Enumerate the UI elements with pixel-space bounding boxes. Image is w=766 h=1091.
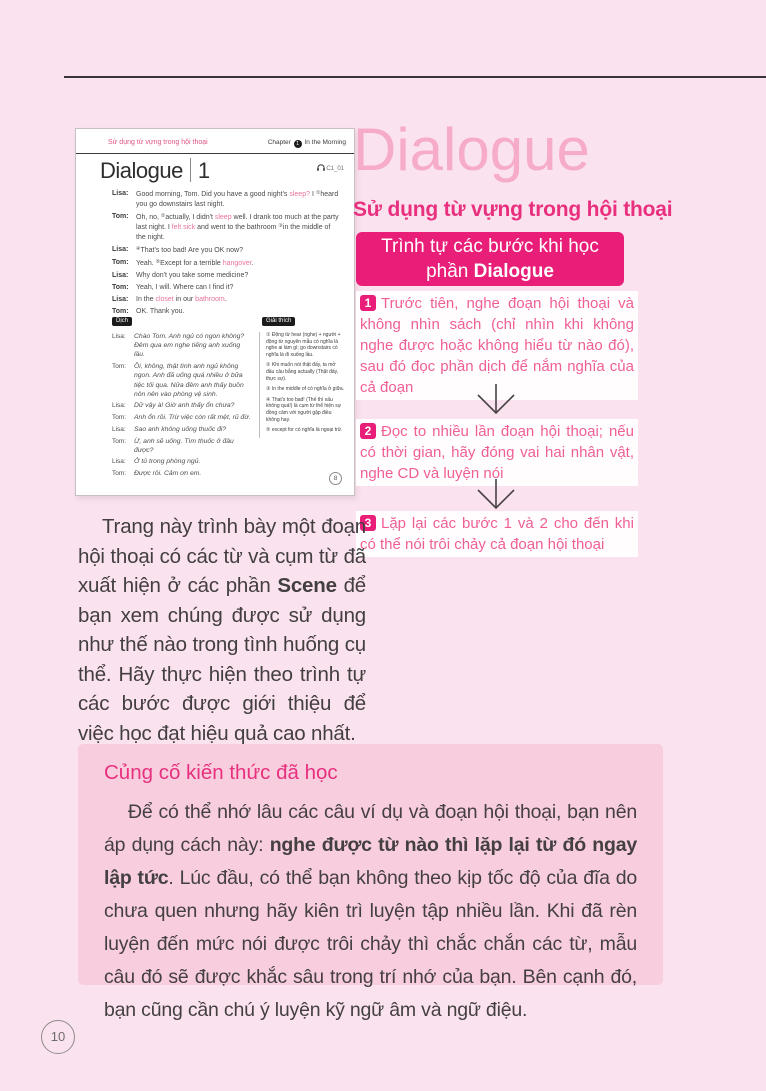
text-segment: OK. Thank you.	[136, 307, 185, 315]
dialogue-list	[112, 189, 342, 319]
thumb-title-word: Dialogue	[100, 158, 183, 183]
speaker-name: Tom:	[112, 283, 129, 291]
speaker-name: Tom:	[112, 258, 129, 266]
speaker-name: Lisa:	[112, 271, 129, 279]
text-segment: Oh, no,	[136, 213, 161, 221]
review-box	[78, 744, 663, 1021]
speech-row	[112, 437, 252, 455]
speech-text	[136, 245, 243, 256]
speech-text: Được rồi. Cảm ơn em.	[134, 470, 202, 478]
text-segment: ②	[160, 212, 166, 219]
text-segment: Dialogue	[473, 261, 554, 282]
speech-row	[112, 212, 342, 243]
thumb-dialogue-title	[100, 158, 210, 184]
text-segment: Để có thể nhớ lâu các câu ví dụ và đoạn hội thoại, bạn nên áp dụng cách này:	[104, 801, 637, 856]
text-segment: in our	[173, 295, 196, 303]
note-item: ② Khi muốn nói thật đấy, ta mở đầu câu bằng actually (Thật đấy, thực sự).	[266, 362, 339, 382]
speech-text: Ở tủ trong phòng ngủ.	[134, 458, 201, 466]
text-segment: Yeah, I will. Where can I find it?	[136, 283, 234, 291]
section-subtitle: Sử dụng từ vựng trong hội thoại	[353, 198, 673, 221]
speaker-name: Tom:	[112, 437, 127, 445]
speaker-name: Tom:	[112, 307, 129, 315]
speech-row	[112, 457, 252, 466]
speaker-name: Tom:	[112, 414, 127, 422]
text-segment: nghe được từ nào thì lặp lại từ đó ngay lập tức	[104, 834, 637, 889]
speech-text: Dữ vậy à! Giờ anh thấy ổn chưa?	[134, 402, 235, 410]
speaker-name: Lisa:	[112, 190, 129, 197]
speech-text: Anh ổn rồi. Trừ việc còn rất mệt, rũ đừ.	[134, 414, 251, 422]
speech-row	[112, 401, 252, 410]
step-3-block	[356, 511, 638, 557]
speech-text	[136, 295, 227, 305]
step-2-block	[356, 419, 638, 486]
translation-label: Dịch	[112, 317, 132, 326]
text-segment: actually, I didn't	[165, 213, 215, 221]
title-divider-bar	[190, 158, 191, 182]
speech-row	[112, 271, 342, 281]
step-1-text: Trước tiên, nghe đoạn hội thoại và không nhìn sách (chỉ nhìn khi không nghe được hoặc không hiểu từ nào đó), sau đó đọc phần dịch để nắm nghĩa của cả đoạn	[360, 295, 634, 396]
top-divider-rule	[64, 76, 766, 78]
text-segment: .	[224, 295, 227, 303]
speaker-name: Lisa:	[112, 425, 126, 433]
speech-text	[136, 258, 254, 269]
speech-text: Sao anh không uống thuốc đi?	[134, 425, 227, 433]
step-2-badge: 2	[360, 423, 376, 439]
speaker-name: Lisa:	[112, 245, 129, 253]
text-segment: and went to the bathroom	[195, 224, 279, 231]
speech-text	[136, 212, 342, 243]
speech-text	[136, 283, 233, 293]
text-segment: sleep	[214, 213, 232, 221]
speaker-name: Tom:	[112, 470, 127, 478]
speaker-name: Lisa:	[112, 333, 126, 340]
text-segment: hangover	[222, 259, 252, 267]
speech-text: Ồi, không, thật tình anh ngủ không ngon. Anh đã uống quá nhiều ở bữa tiệc tối qua. Nửa đêm anh thấy buồn nôn nên vào phòng vệ sinh.	[134, 363, 244, 398]
text-segment: phần	[426, 261, 474, 282]
chapter-number-badge: 1	[294, 140, 302, 148]
text-segment: closet	[155, 295, 174, 303]
text-segment: bathroom	[195, 295, 225, 303]
speaker-name: Lisa:	[112, 458, 126, 466]
speech-row	[112, 189, 342, 209]
speech-text	[136, 189, 342, 209]
step-1-badge: 1	[360, 295, 376, 311]
note-item: ⑤ except for có nghĩa là ngoại trừ.	[266, 427, 343, 434]
text-segment: Why don't you take some medicine?	[136, 271, 249, 279]
speech-row	[112, 332, 252, 360]
text-segment: In the	[136, 295, 156, 303]
speech-row	[112, 469, 252, 478]
text-segment: well. I drank too much at the party last night. I	[136, 213, 339, 231]
speech-text: Ừ, anh sẽ uống. Tìm thuốc ở đâu được?	[134, 437, 234, 454]
speech-row	[112, 425, 252, 434]
steps-header-box	[356, 232, 624, 286]
speech-row	[112, 413, 252, 422]
down-arrow-icon	[473, 477, 519, 511]
text-segment: ④	[136, 245, 141, 252]
speech-row	[112, 362, 252, 399]
thumb-header-rule	[76, 153, 354, 154]
text-segment: sleep?	[289, 191, 310, 198]
text-segment: Yeah.	[136, 259, 156, 267]
thumb-chapter-title: In the Morning	[304, 139, 346, 146]
text-segment: heard you go downstairs last night.	[136, 191, 339, 208]
thumb-chapter-word: Chapter	[267, 139, 291, 146]
text-segment: felt sick	[171, 224, 196, 231]
speech-text: Chào Tom. Anh ngủ có ngon không? Đêm qua em nghe tiếng anh xuống lầu.	[134, 333, 245, 359]
text-segment: Trang này trình bày một đoạn hội thoại có các từ và cụm từ đã xuất hiện ở các phần	[78, 515, 366, 597]
thumb-chapter-header	[268, 139, 346, 148]
text-segment: ③	[278, 223, 283, 229]
headphones-icon	[317, 164, 325, 171]
speech-text	[136, 271, 248, 281]
speech-row	[112, 258, 342, 269]
speaker-name: Lisa:	[112, 402, 126, 410]
speech-row	[112, 295, 342, 305]
review-box-title: Củng cố kiến thức đã học	[104, 761, 338, 784]
down-arrow-icon	[473, 382, 519, 416]
text-segment: ①	[315, 190, 321, 196]
page-number: 10	[41, 1020, 75, 1054]
notes-label: Giải thích	[262, 317, 295, 326]
thumb-running-header: Sử dụng từ vựng trong hội thoại	[108, 139, 208, 146]
thumb-page-number: 8	[329, 472, 342, 485]
section-big-title: Dialogue	[353, 116, 590, 183]
note-item: ④ That's too bad! (Thế thì xấu không quá!) là cụm từ thể hiện sự đồng cảm với người gặp điều không hay.	[266, 396, 342, 423]
thumb-title-number: 1	[197, 158, 210, 183]
text-segment: I	[310, 191, 316, 198]
text-segment: để bạn xem chúng được sử dụng như thế nào trong tình huống cụ thể. Hãy thực hiện theo trình tự các bước được giới thiệu để việc học đạt hiệu quả cao nhất.	[78, 574, 367, 745]
text-segment: Good morning, Tom. Did you have a good night's	[136, 191, 290, 198]
note-item: ③ In the middle of có nghĩa ở giữa.	[266, 386, 345, 393]
text-segment: . Lúc đầu, có thể bạn không theo kịp tốc độ của đĩa do chưa quen nhưng hãy kiên trì luyện tập nhiều lần. Khi đã rèn luyện đến mức nói được trôi chảy thì chắc chắn các từ, mẫu câu đó sẽ được khắc sâu trong trí nhớ của bạn. Bên cạnh đó, bạn cũng cần chú ý luyện kỹ ngữ âm và ngữ điệu.	[104, 867, 637, 1021]
review-box-body	[104, 796, 637, 1027]
speech-row	[112, 307, 342, 317]
text-segment: Scene	[277, 574, 337, 597]
speech-row	[112, 283, 342, 293]
translation-list	[112, 332, 252, 481]
speech-text	[136, 307, 185, 317]
step-3-badge: 3	[360, 515, 376, 531]
audio-track-code: C1_01	[326, 166, 344, 172]
audio-track-label	[317, 164, 344, 172]
text-segment: That's too bad! Are you OK now?	[140, 246, 243, 254]
speaker-name: Tom:	[112, 212, 129, 220]
text-segment: .	[251, 259, 254, 267]
text-segment: Except for a terrible	[160, 259, 223, 267]
book-page-thumbnail	[75, 128, 355, 496]
step-3-text: Lặp lại các bước 1 và 2 cho đến khi có thể nói trôi chảy cả đoạn hội thoại	[360, 515, 634, 553]
text-segment: ⑤	[155, 258, 161, 265]
steps-header-line2	[360, 259, 620, 284]
step-2-text: Đọc to nhiều lần đoạn hội thoại; nếu có thời gian, hãy đóng vai hai nhân vật, nghe CD và luyện nói	[360, 423, 634, 482]
speaker-name: Tom:	[112, 363, 127, 371]
notes-list	[259, 332, 345, 438]
speaker-name: Lisa:	[112, 295, 129, 303]
speech-row	[112, 245, 342, 256]
text-segment: in the middle of the night.	[136, 224, 331, 241]
steps-header-line1: Trình tự các bước khi học	[381, 236, 599, 257]
intro-paragraph	[78, 512, 366, 748]
note-item: ① Động từ hear (nghe) + người + động từ nguyên mẫu có nghĩa là nghe ai làm gì; go downstairs có nghĩa là đi xuống lầu.	[266, 332, 341, 358]
